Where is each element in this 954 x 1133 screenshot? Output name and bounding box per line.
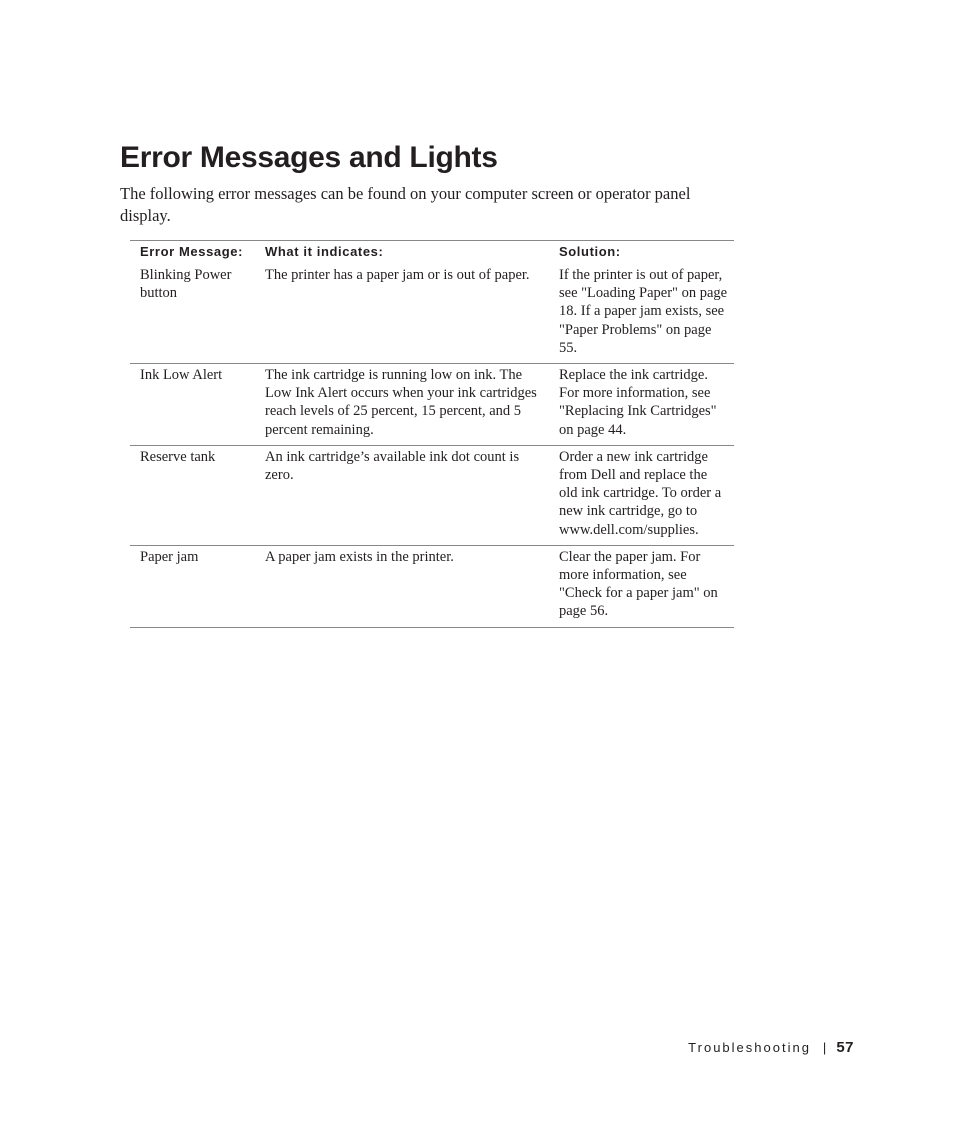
table-row: [130, 265, 734, 364]
cell-what-it-indicates: A paper jam exists in the printer.: [255, 545, 549, 627]
header-error-message: Error Message:: [130, 241, 255, 266]
error-messages-table: [130, 240, 734, 628]
cell-what-it-indicates: The printer has a paper jam or is out of paper.: [255, 265, 549, 364]
cell-error-message: Paper jam: [130, 545, 255, 627]
cell-solution: Order a new ink cartridge from Dell and replace the old ink cartridge. To order a new ink cartridge, go to www.dell.com/supplies.: [549, 445, 734, 545]
cell-what-it-indicates: An ink cartridge’s available ink dot count is zero.: [255, 445, 549, 545]
cell-error-message: Reserve tank: [130, 445, 255, 545]
cell-solution: Clear the paper jam. For more information, see "Check for a paper jam" on page 56.: [549, 545, 734, 627]
cell-what-it-indicates: The ink cartridge is running low on ink. The Low Ink Alert occurs when your ink cartridges reach levels of 25 percent, 15 percent, and 5 percent remaining.: [255, 364, 549, 446]
intro-paragraph: The following error messages can be found on your computer screen or operator panel display.: [120, 184, 691, 225]
footer-section-name: Troubleshooting: [688, 1040, 811, 1055]
cell-solution: If the printer is out of paper, see "Loading Paper" on page 18. If a paper jam exists, see "Paper Problems" on page 55.: [549, 265, 734, 364]
header-solution: Solution:: [549, 241, 734, 266]
cell-error-message: Blinking Power button: [130, 265, 255, 364]
cell-solution: Replace the ink cartridge. For more information, see "Replacing Ink Cartridges" on page 44.: [549, 364, 734, 446]
page-title: Error Messages and Lights: [120, 141, 498, 174]
page-number: 57: [836, 1039, 854, 1056]
table-header-row: [130, 241, 734, 266]
header-what-it-indicates: What it indicates:: [255, 241, 549, 266]
table-row: [130, 445, 734, 545]
table-row: [130, 364, 734, 446]
page-footer: [688, 1039, 854, 1057]
cell-error-message: Ink Low Alert: [130, 364, 255, 446]
footer-separator: |: [822, 1040, 827, 1055]
table-row: [130, 545, 734, 627]
